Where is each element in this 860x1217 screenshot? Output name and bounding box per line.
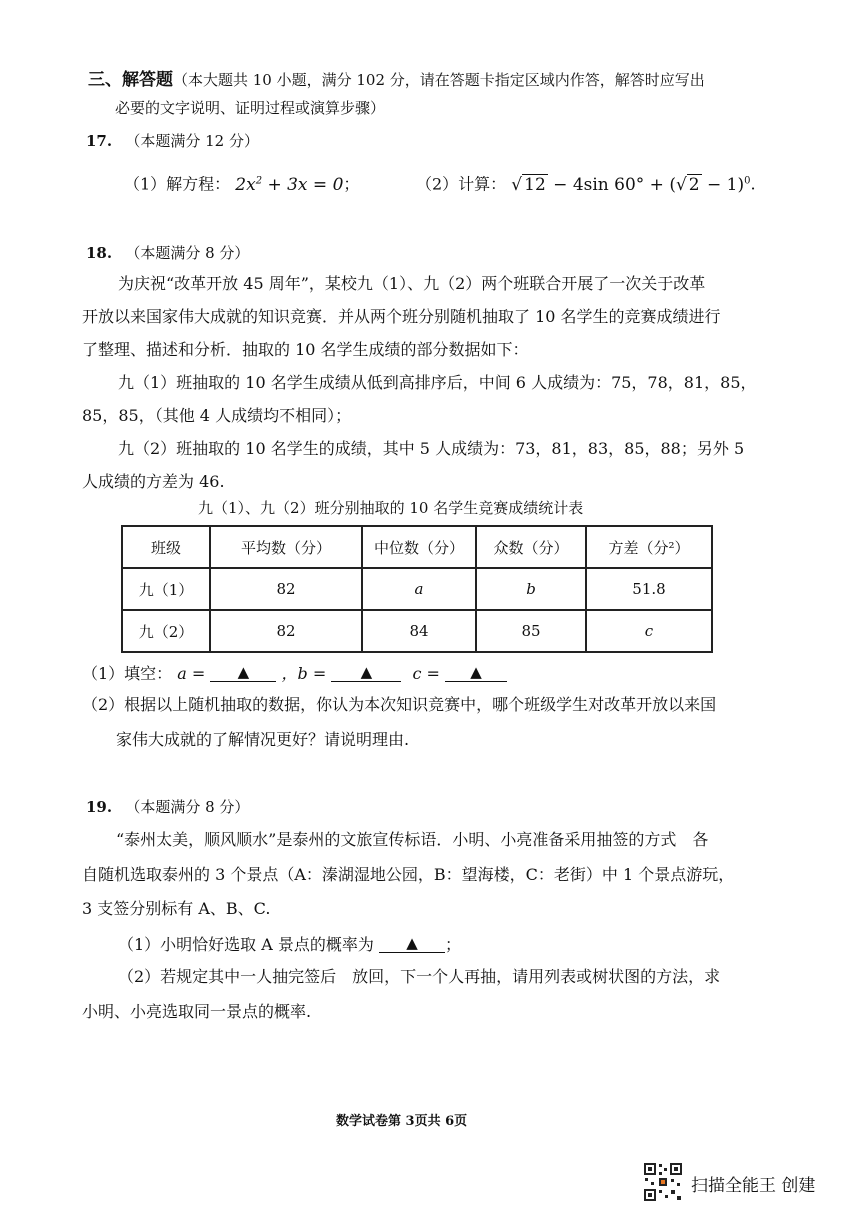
q19-part1-text: （1）小明恰好选取 A 景点的概率为 <box>118 935 374 954</box>
q18-para-7: 人成绩的方差为 46. <box>82 472 225 491</box>
q19-part1-tail: ； <box>445 935 462 954</box>
q19-para-1: “泰州太美，顺风顺水”是泰州的文旅宣传标语．小明、小亮准备采用抽签的方式 各 <box>116 830 709 849</box>
q17-part1 <box>124 173 359 193</box>
q19-part1 <box>118 935 461 953</box>
section-label: 三、解答题 <box>88 70 173 90</box>
q19-para-3: 3 支签分别标有 A、B、C. <box>82 899 271 918</box>
q19-part2-line-1: （2）若规定其中一人抽完签后 放回，下一个人再抽，请用列表或树状图的方法，求 <box>118 967 721 986</box>
triangle-marker-icon: ▲ <box>470 663 482 681</box>
q18-stats-table <box>121 525 713 653</box>
table-cell: 九（1） <box>122 568 210 610</box>
q18-para-6: 九（2）班抽取的 10 名学生的成绩，其中 5 人成绩为：73，81，83，85，88；另外 5 <box>118 439 745 458</box>
q18-para-2: 开放以来国家伟大成就的知识竞赛．并从两个班分别随机抽取了 10 名学生的竞赛成绩进行 <box>82 307 721 326</box>
q18-para-5: 85，85，（其他 4 人成绩均不相同）； <box>82 406 352 425</box>
table-cell: 51.8 <box>586 568 712 610</box>
q18-fill-label: （1）填空： <box>82 664 173 683</box>
table-row <box>122 610 712 652</box>
q19-para-2: 自随机选取泰州的 3 个景点（A：溱湖湿地公园，B：望海楼，C：老街）中 1 个景点游玩， <box>82 865 735 884</box>
table-cell: b <box>476 568 586 610</box>
q18-number <box>86 242 249 263</box>
answer-blank-q19[interactable] <box>379 935 445 953</box>
qr-code-icon <box>643 1162 683 1202</box>
q17-part2-label: （2）计算： <box>416 174 507 194</box>
section-note-1: （本大题共 10 小题，满分 102 分，请在答题卡指定区域内作答，解答时应写出 <box>173 71 705 89</box>
triangle-marker-icon: ▲ <box>237 663 250 681</box>
scanner-brand-text: 扫描全能王 创建 <box>691 1176 816 1196</box>
q19-num-text: 19. <box>86 798 113 816</box>
q18-para-3: 了整理、描述和分析．抽取的 10 名学生成绩的部分数据如下： <box>82 340 529 359</box>
section-note-2: 必要的文字说明、证明过程或演算步骤） <box>115 99 386 117</box>
q17-part1-label: （1）解方程： <box>124 174 231 194</box>
q18-num-text: 18. <box>86 244 113 262</box>
table-header-cell: 众数（分） <box>476 526 586 568</box>
table-cell: a <box>362 568 476 610</box>
q17-expression: √ 12 − 4sin 60° + (√ 2 − 1)$^0$ <box>511 174 751 195</box>
q17-part1-tail: ； <box>343 174 360 194</box>
table-header-cell: 平均数（分） <box>210 526 362 568</box>
q17-number <box>86 130 259 151</box>
q18-para-4: 九（1）班抽取的 10 名学生成绩从低到高排序后，中间 6 人成绩为：75，78，81，85， <box>118 373 757 392</box>
answer-blank-c[interactable] <box>445 664 507 682</box>
table-cell: 84 <box>362 610 476 652</box>
table-cell: 九（2） <box>122 610 210 652</box>
q17-equation: $2x^2 + 3x = 0$ <box>235 174 344 195</box>
table-header-cell: 方差（分²） <box>586 526 712 568</box>
q19-number <box>86 796 249 817</box>
q18-part2-line-1: （2）根据以上随机抽取的数据，你认为本次知识竞赛中，哪个班级学生对改革开放以来国 <box>82 695 717 714</box>
triangle-marker-icon: ▲ <box>406 934 418 952</box>
triangle-marker-icon: ▲ <box>360 663 373 681</box>
q17-part2 <box>416 173 756 193</box>
table-header-cell: 班级 <box>122 526 210 568</box>
q18-fill-line <box>82 664 507 682</box>
q18-score: （本题满分 8 分） <box>125 244 250 262</box>
q19-score: （本题满分 8 分） <box>125 798 250 816</box>
q18-table-caption: 九（1）、九（2）班分别抽取的 10 名学生竞赛成绩统计表 <box>198 499 584 517</box>
table-cell: 82 <box>210 610 362 652</box>
q18-fill-c-label: c = <box>412 664 440 683</box>
table-cell: c <box>586 610 712 652</box>
q19-part2-line-2: 小明、小亮选取同一景点的概率. <box>82 1002 312 1021</box>
answer-blank-b[interactable] <box>331 664 401 682</box>
q17-num-text: 17. <box>86 132 113 150</box>
section-header <box>88 65 705 90</box>
q17-part2-tail: . <box>750 174 756 194</box>
table-cell: 82 <box>210 568 362 610</box>
table-header-cell: 中位数（分） <box>362 526 476 568</box>
q18-fill-a-label: a = <box>177 664 206 683</box>
q18-fill-b-label: ，b = <box>281 664 327 683</box>
table-row <box>122 568 712 610</box>
answer-blank-a[interactable] <box>210 664 276 682</box>
page-footer: 数学试卷第 3页共 6页 <box>336 1114 468 1129</box>
q18-part2-line-2: 家伟大成就的了解情况更好？请说明理由. <box>116 730 410 749</box>
table-cell: 85 <box>476 610 586 652</box>
q18-para-1: 为庆祝“改革开放 45 周年”，某校九（1）、九（2）两个班联合开展了一次关于改革 <box>118 274 706 293</box>
q17-score: （本题满分 12 分） <box>125 132 259 150</box>
table-header-row <box>122 526 712 568</box>
